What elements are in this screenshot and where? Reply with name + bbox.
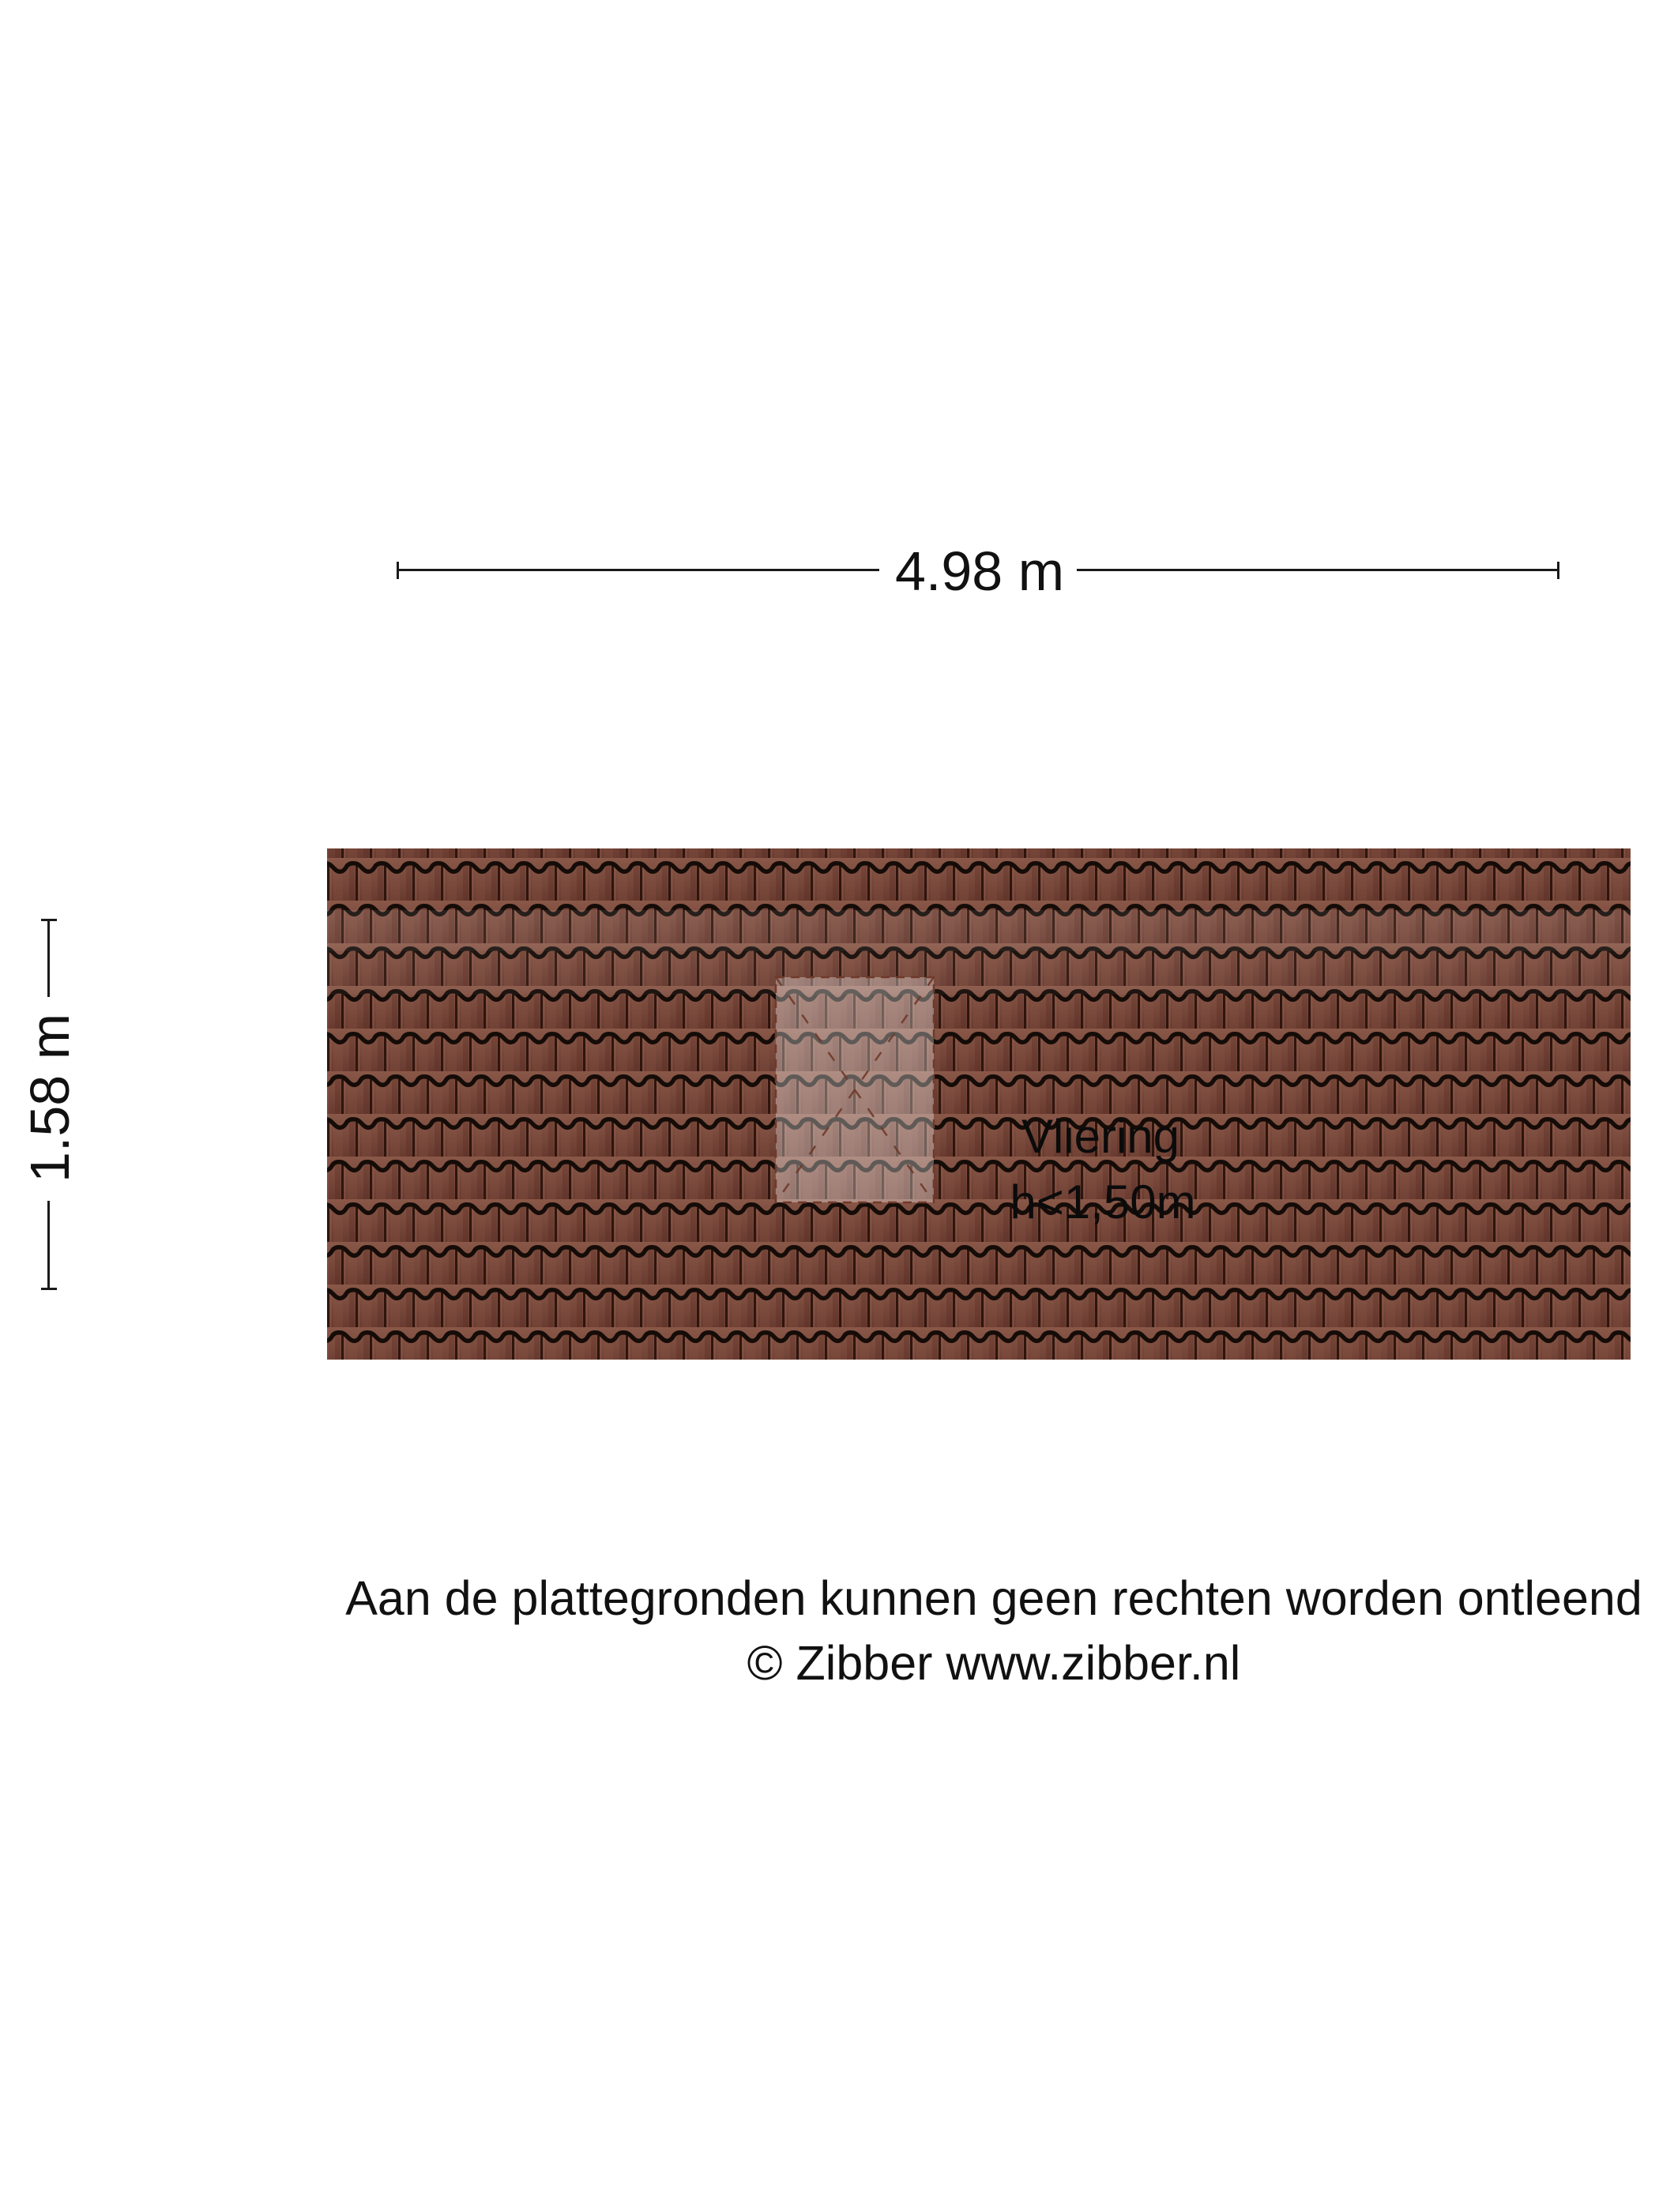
dimension-top-right-tick	[1557, 562, 1559, 579]
skylight-window	[776, 977, 934, 1202]
roof-light-band	[327, 910, 1631, 951]
dimension-top-label: 4.98 m	[895, 540, 1064, 602]
roof-light-band-2	[327, 951, 1631, 995]
dimension-left-line-bottom	[47, 1201, 50, 1289]
disclaimer-line-2: © Zibber www.zibber.nl	[747, 1636, 1241, 1690]
room-label: Vliering	[1021, 1110, 1180, 1163]
dimension-left-label: 1.58 m	[19, 1014, 81, 1183]
dimension-top-line-left	[397, 569, 879, 571]
dimension-left-bottom-tick	[41, 1288, 57, 1290]
disclaimer-line-1: Aan de plattegronden kunnen geen rechten worden ontleend	[345, 1571, 1642, 1625]
dimension-left-line-top	[47, 920, 50, 997]
disclaimer	[283, 1566, 1659, 1695]
roof-plan	[327, 848, 1631, 1360]
room-height-note: h<1,50m	[1010, 1176, 1196, 1228]
dimension-top-line-right	[1077, 569, 1559, 571]
